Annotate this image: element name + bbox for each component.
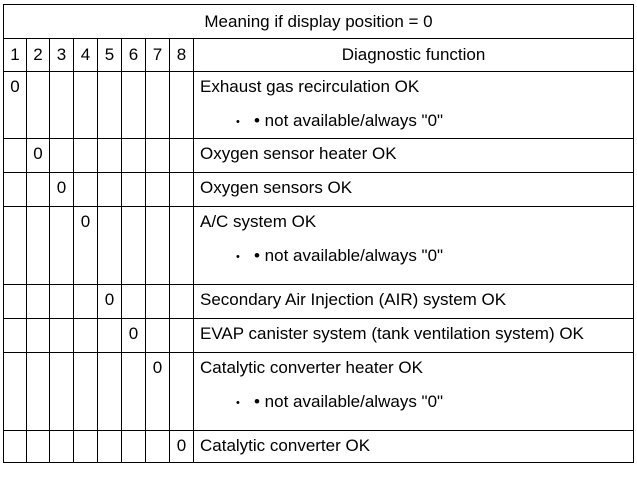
empty-cell [146, 72, 170, 139]
empty-cell [4, 173, 27, 207]
column-header-4: 4 [74, 39, 98, 72]
function-cell [194, 139, 634, 173]
function-cell [194, 207, 634, 285]
empty-cell [98, 353, 122, 431]
empty-cell [170, 319, 194, 353]
position-value: 0 [56, 178, 67, 197]
position-cell [122, 319, 146, 353]
function-text: A/C system OK [200, 212, 317, 231]
note-text: • not available/always "0" [254, 246, 444, 265]
position-cell [98, 285, 122, 319]
empty-cell [170, 207, 194, 285]
empty-cell [122, 139, 146, 173]
empty-cell [146, 319, 170, 353]
function-text: Secondary Air Injection (AIR) system OK [200, 290, 507, 309]
empty-cell [50, 431, 74, 463]
position-cell [4, 72, 27, 139]
empty-cell [4, 431, 27, 463]
position-value: 0 [176, 436, 187, 455]
empty-cell [146, 139, 170, 173]
empty-cell [4, 139, 27, 173]
column-header-8: 8 [170, 39, 194, 72]
column-header-2: 2 [27, 39, 50, 72]
position-value: 0 [10, 77, 20, 96]
empty-cell [122, 431, 146, 463]
position-value: 0 [152, 358, 163, 377]
position-cell [146, 353, 170, 431]
empty-cell [122, 207, 146, 285]
note-line [200, 111, 633, 132]
note-text: • not available/always "0" [254, 392, 444, 411]
empty-cell [98, 173, 122, 207]
table-row [4, 139, 634, 173]
empty-cell [98, 207, 122, 285]
empty-cell [74, 72, 98, 139]
table-row [4, 319, 634, 353]
empty-cell [74, 173, 98, 207]
empty-cell [170, 173, 194, 207]
empty-cell [74, 319, 98, 353]
empty-cell [98, 139, 122, 173]
column-header-5: 5 [98, 39, 122, 72]
empty-cell [50, 353, 74, 431]
function-cell [194, 72, 634, 139]
table-row [4, 173, 634, 207]
function-header: Diagnostic function [194, 39, 634, 72]
position-cell [74, 207, 98, 285]
bullet-icon: • [236, 116, 240, 128]
empty-cell [4, 353, 27, 431]
bullet-icon: • [236, 397, 240, 409]
empty-cell [74, 139, 98, 173]
position-cell [50, 173, 74, 207]
empty-cell [74, 431, 98, 463]
position-value: 0 [33, 144, 43, 163]
empty-cell [170, 353, 194, 431]
empty-cell [27, 319, 50, 353]
empty-cell [146, 173, 170, 207]
function-cell [194, 285, 634, 319]
empty-cell [98, 431, 122, 463]
function-cell [194, 319, 634, 353]
empty-cell [122, 285, 146, 319]
empty-cell [27, 285, 50, 319]
empty-cell [122, 173, 146, 207]
empty-cell [170, 72, 194, 139]
empty-cell [50, 319, 74, 353]
empty-cell [4, 207, 27, 285]
empty-cell [98, 319, 122, 353]
empty-cell [50, 285, 74, 319]
empty-cell [27, 431, 50, 463]
table-row [4, 285, 634, 319]
empty-cell [27, 207, 50, 285]
empty-cell [146, 431, 170, 463]
table-title: Meaning if display position = 0 [4, 5, 634, 39]
column-header-3: 3 [50, 39, 74, 72]
empty-cell [170, 139, 194, 173]
function-text: Oxygen sensors OK [200, 178, 353, 197]
empty-cell [50, 207, 74, 285]
empty-cell [4, 319, 27, 353]
table-row [4, 207, 634, 285]
table-row [4, 431, 634, 463]
column-header-6: 6 [122, 39, 146, 72]
function-text: Exhaust gas recirculation OK [200, 77, 420, 96]
diagnostic-table [3, 4, 634, 463]
note-line [200, 392, 633, 413]
table-title-row [4, 5, 634, 39]
function-cell [194, 431, 634, 463]
function-text: EVAP canister system (tank ventilation system) OK [200, 324, 584, 343]
empty-cell [122, 353, 146, 431]
position-value: 0 [80, 212, 91, 231]
function-cell [194, 353, 634, 431]
empty-cell [50, 139, 74, 173]
empty-cell [4, 285, 27, 319]
empty-cell [27, 353, 50, 431]
empty-cell [170, 285, 194, 319]
table-row [4, 353, 634, 431]
function-cell [194, 173, 634, 207]
bullet-icon: • [236, 251, 240, 263]
empty-cell [74, 353, 98, 431]
empty-cell [146, 285, 170, 319]
empty-cell [146, 207, 170, 285]
empty-cell [27, 72, 50, 139]
note-line [200, 246, 633, 267]
empty-cell [50, 72, 74, 139]
empty-cell [27, 173, 50, 207]
function-text: Oxygen sensor heater OK [200, 144, 397, 163]
position-value: 0 [104, 290, 115, 309]
note-text: • not available/always "0" [254, 111, 444, 130]
position-cell [170, 431, 194, 463]
column-header-1: 1 [4, 39, 27, 72]
table-row [4, 72, 634, 139]
empty-cell [122, 72, 146, 139]
function-text: Catalytic converter heater OK [200, 358, 423, 377]
function-text: Catalytic converter OK [200, 436, 371, 455]
empty-cell [74, 285, 98, 319]
column-header-row [4, 39, 634, 72]
column-header-7: 7 [146, 39, 170, 72]
empty-cell [98, 72, 122, 139]
position-cell [27, 139, 50, 173]
position-value: 0 [128, 324, 139, 343]
